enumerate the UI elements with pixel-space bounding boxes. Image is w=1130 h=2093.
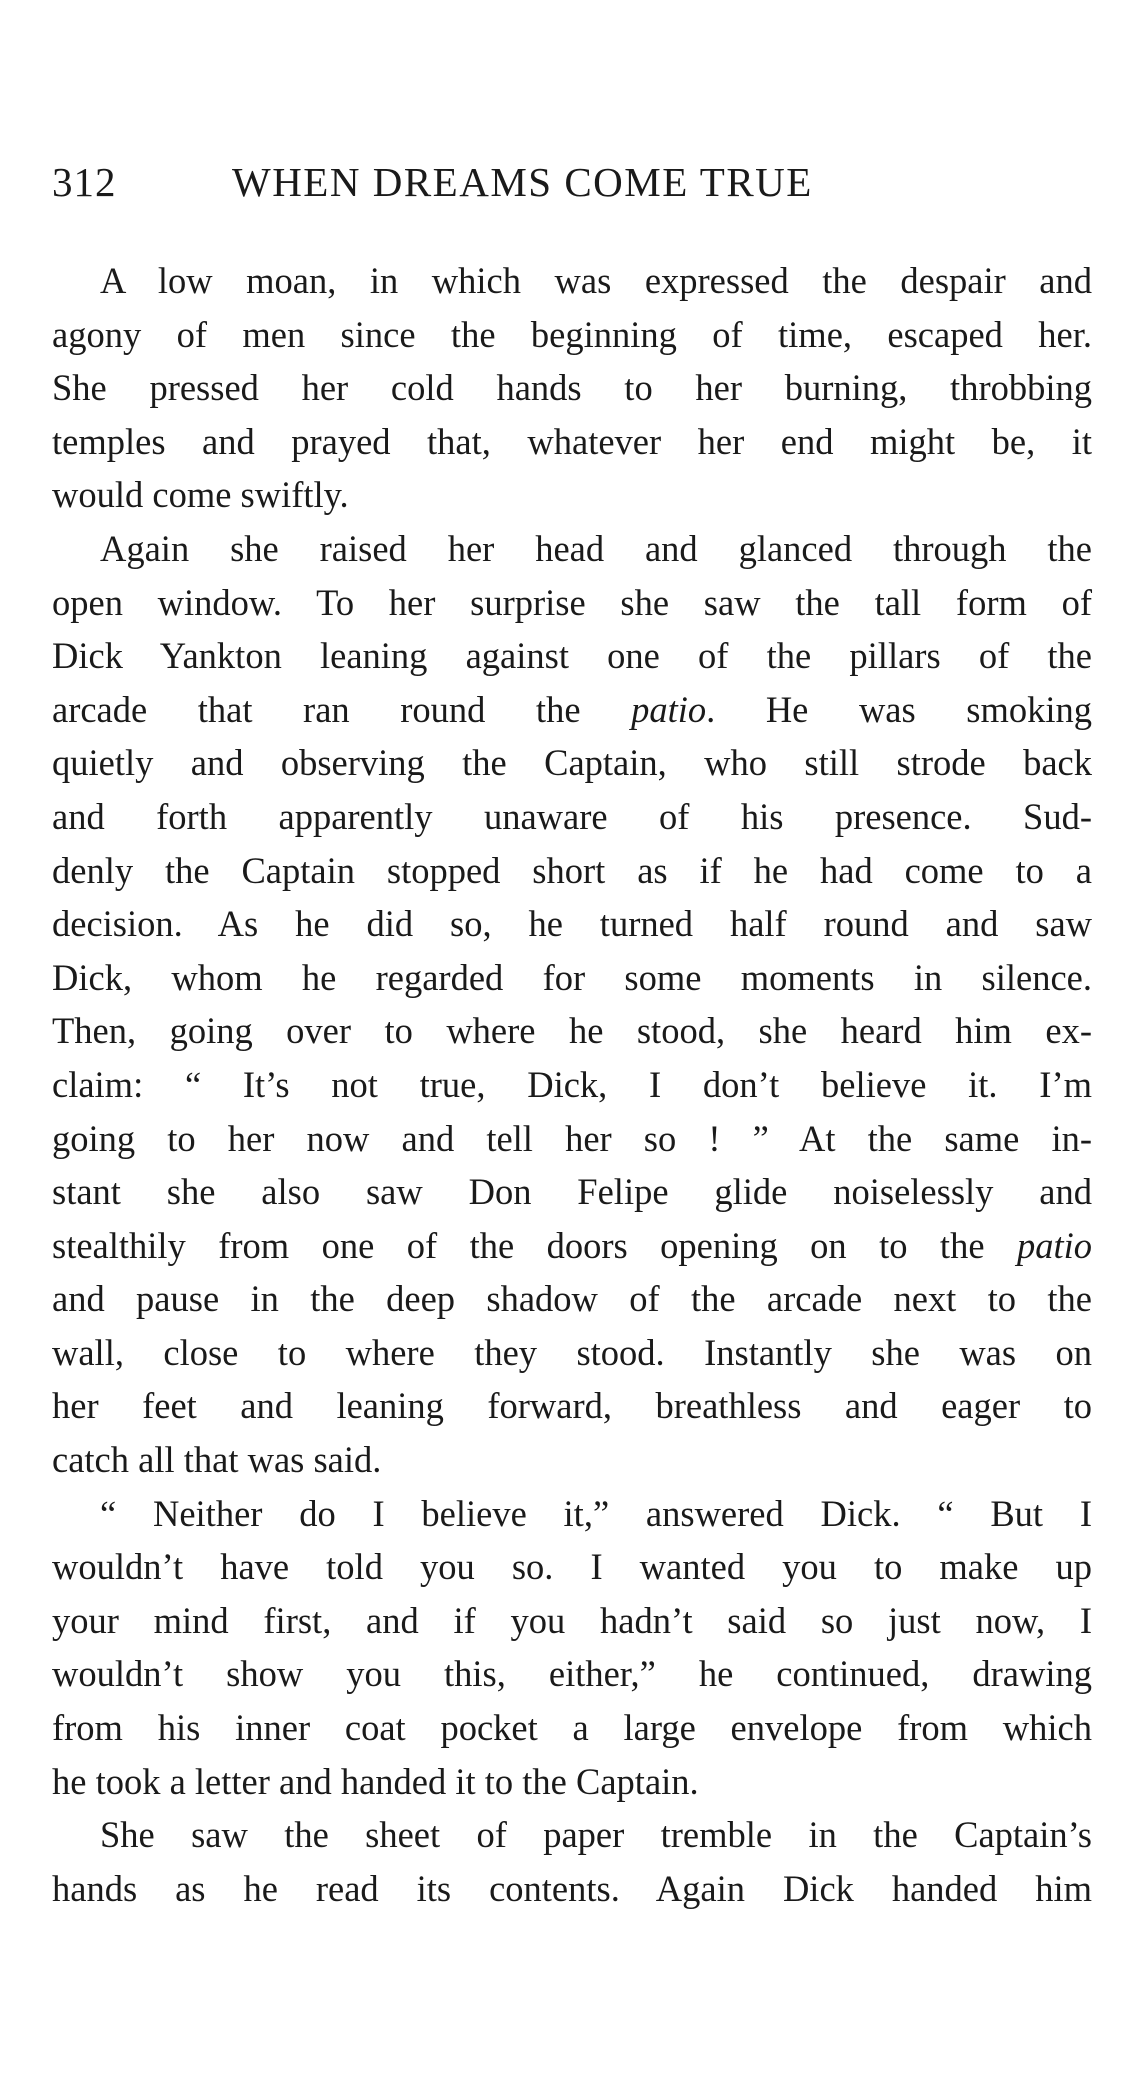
text-line: from his inner coat pocket a large envelope from which <box>52 1707 1092 1749</box>
running-title: WHEN DREAMS COME TRUE <box>232 159 813 205</box>
paragraph <box>52 254 1092 522</box>
text-line: Dick, whom he regarded for some moments in silence. <box>52 956 1092 998</box>
italic-word: patio <box>631 688 707 730</box>
text-line: stealthily from one of the doors opening on to the patio <box>52 1224 1092 1266</box>
italic-word: patio <box>1016 1224 1092 1266</box>
text-line: open window. To her surprise she saw the tall form of <box>52 581 1092 623</box>
text-line: She saw the sheet of paper tremble in the Captain’s <box>100 1814 1092 1856</box>
text-line: Then, going over to where he stood, she heard him ex- <box>52 1010 1092 1052</box>
text-line: quietly and observing the Captain, who still strode back <box>52 742 1092 784</box>
body-text <box>52 254 1092 1915</box>
text-line: “ Neither do I believe it,” answered Dick. “ But I <box>100 1492 1092 1534</box>
text-line: decision. As he did so, he turned half round and saw <box>52 903 1092 945</box>
text-line: wouldn’t show you this, either,” he continued, drawing <box>52 1653 1092 1695</box>
text-line: going to her now and tell her so ! ” At the same in- <box>52 1117 1092 1159</box>
text-line: Again she raised her head and glanced through the <box>100 527 1092 569</box>
text-line: he took a letter and handed it to the Captain. <box>52 1760 699 1802</box>
text-line: Dick Yankton leaning against one of the pillars of the <box>52 635 1092 677</box>
text-line: She pressed her cold hands to her burning, throbbing <box>52 367 1092 409</box>
text-line: hands as he read its contents. Again Dick handed him <box>52 1867 1092 1909</box>
text-line: her feet and leaning forward, breathless and eager to <box>52 1385 1092 1427</box>
paragraph <box>52 1487 1092 1809</box>
text-line: A low moan, in which was expressed the despair and <box>100 260 1092 301</box>
text-line: and pause in the deep shadow of the arcade next to the <box>52 1278 1092 1320</box>
text-line: stant she also saw Don Felipe glide noiselessly and <box>52 1171 1092 1213</box>
text-line: wouldn’t have told you so. I wanted you to make up <box>52 1546 1092 1588</box>
text-line: your mind first, and if you hadn’t said so just now, I <box>52 1599 1092 1641</box>
running-head <box>52 158 912 218</box>
text-line: claim: “ It’s not true, Dick, I don’t believe it. I’m <box>52 1063 1092 1105</box>
text-line: agony of men since the beginning of time, escaped her. <box>52 313 1092 355</box>
paragraph <box>52 1808 1092 1915</box>
text-line: arcade that ran round the patio. He was smoking <box>52 688 1093 730</box>
text-line: temples and prayed that, whatever her end might be, it <box>52 420 1092 462</box>
text-line: and forth apparently unaware of his presence. Sud- <box>52 795 1092 837</box>
page-number: 312 <box>52 159 117 205</box>
paragraph <box>52 522 1092 1487</box>
text-line: would come swiftly. <box>52 474 349 516</box>
text-line: wall, close to where they stood. Instantly she was on <box>52 1331 1092 1373</box>
text-line: catch all that was said. <box>52 1439 382 1481</box>
text-line: denly the Captain stopped short as if he had come to a <box>52 849 1092 891</box>
